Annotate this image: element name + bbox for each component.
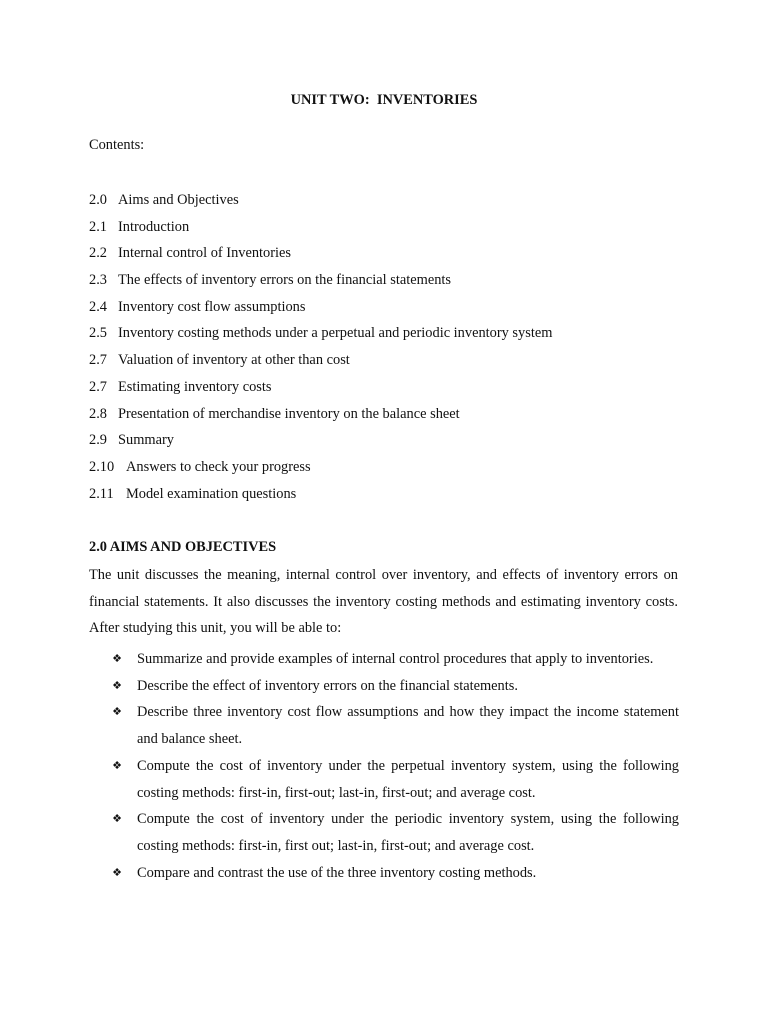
list-item [112, 699, 679, 752]
toc-text: Presentation of merchandise inventory on the balance sheet [118, 405, 460, 422]
toc-item [89, 218, 552, 245]
toc-number: 2.3 [89, 272, 107, 289]
toc-item [89, 378, 552, 405]
toc-item [89, 324, 552, 351]
toc-number: 2.10 [89, 458, 115, 475]
diamond-bullet-icon: ❖ [112, 812, 122, 826]
list-item-text: Compute the cost of inventory under the perpetual inventory system, using the following costing methods: first-in, first-out; last-in, first-out; and average cost. [137, 757, 679, 801]
unit-title: UNIT TWO: INVENTORIES [290, 92, 478, 108]
toc-number: 2.9 [89, 432, 107, 449]
list-item-text: Describe the effect of inventory errors on the financial statements. [137, 677, 518, 694]
diamond-bullet-icon: ❖ [112, 865, 122, 879]
intro-paragraph: The unit discusses the meaning, internal control over inventory, and effects of inventory errors on financial statements. It also discusses the inventory costing methods and estimating inventory costs. After studying this unit, you will be able to: [89, 567, 678, 637]
toc-text: Summary [118, 432, 174, 449]
diamond-bullet-icon: ❖ [112, 652, 122, 665]
toc-number: 2.4 [89, 298, 107, 315]
list-item [112, 673, 679, 700]
toc-item [89, 458, 552, 485]
toc-text: Internal control of Inventories [118, 245, 292, 262]
toc-number: 2.11 [89, 485, 114, 502]
toc-item [89, 485, 552, 512]
toc-number: 2.5 [89, 325, 107, 342]
toc-text: Inventory costing methods under a perpetual and periodic inventory system [118, 325, 553, 342]
toc-number: 2.8 [89, 405, 107, 422]
toc-text: Inventory cost flow assumptions [118, 298, 306, 315]
contents-label: Contents: [89, 137, 145, 153]
toc-number: 2.2 [89, 245, 107, 262]
toc-text: Valuation of inventory at other than cost [118, 352, 350, 369]
list-item-text: Compare and contrast the use of the three inventory costing methods. [137, 864, 537, 881]
toc-item [89, 191, 552, 218]
toc-number: 2.0 [89, 192, 107, 208]
toc-number: 2.1 [89, 218, 107, 235]
toc-number: 2.7 [89, 352, 107, 369]
toc-text: Estimating inventory costs [118, 378, 272, 395]
diamond-bullet-icon: ❖ [112, 705, 122, 719]
toc-text: Introduction [118, 218, 190, 235]
table-of-contents [89, 191, 552, 511]
toc-number: 2.7 [89, 378, 107, 395]
toc-text: Aims and Objectives [118, 192, 239, 208]
list-item [112, 753, 679, 806]
toc-item [89, 405, 552, 432]
list-item [112, 646, 679, 673]
list-item [112, 860, 679, 887]
diamond-bullet-icon: ❖ [112, 678, 122, 692]
list-item [112, 806, 679, 859]
section-heading: 2.0 AIMS AND OBJECTIVES [89, 539, 277, 555]
toc-item [89, 298, 552, 325]
toc-text: The effects of inventory errors on the financial statements [118, 272, 451, 289]
objectives-list [112, 646, 679, 886]
toc-text: Answers to check your progress [126, 458, 311, 475]
list-item-text: Summarize and provide examples of internal control procedures that apply to inventories. [137, 651, 654, 667]
diamond-bullet-icon: ❖ [112, 758, 122, 772]
list-item-text: Describe three inventory cost flow assumptions and how they impact the income statement and balance sheet. [137, 704, 679, 748]
toc-item [89, 244, 552, 271]
toc-item [89, 431, 552, 458]
list-item-text: Compute the cost of inventory under the periodic inventory system, using the following costing methods: first-in, first out; last-in, first-out; and average cost. [137, 811, 679, 854]
toc-item [89, 271, 552, 298]
toc-item [89, 351, 552, 378]
toc-text: Model examination questions [126, 485, 297, 502]
